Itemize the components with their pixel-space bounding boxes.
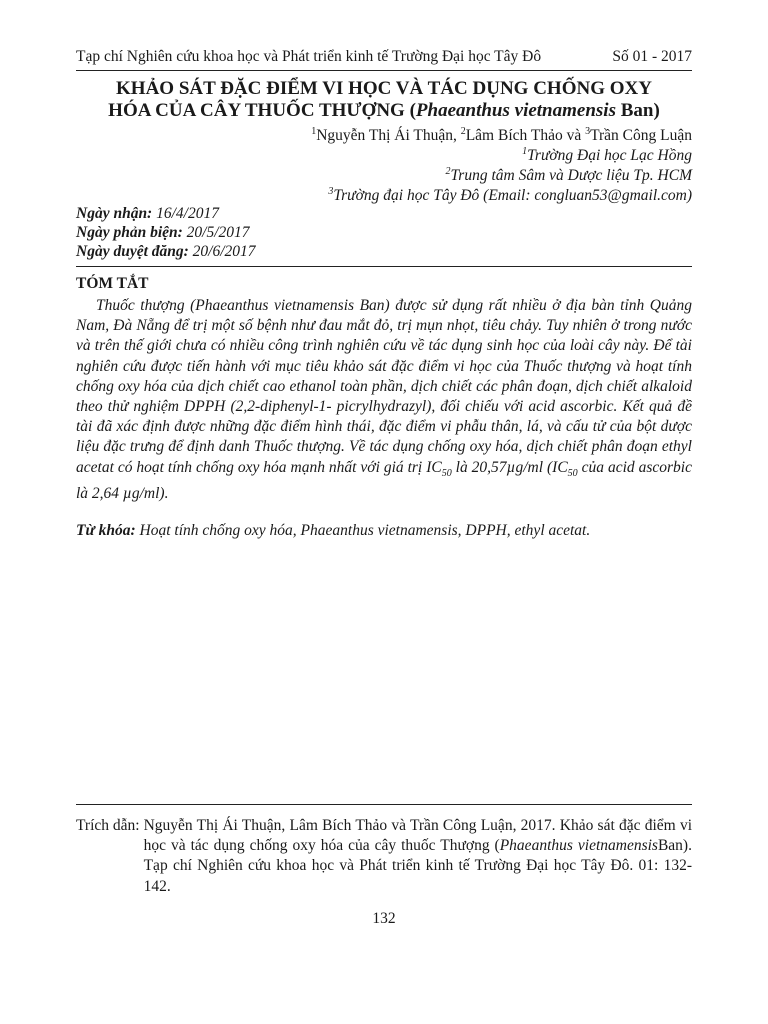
- date-received: [76, 204, 256, 223]
- abstract-subscript-2: 50: [567, 467, 578, 479]
- article-dates: [76, 204, 256, 261]
- author-1: Nguyễn Thị Ái Thuận,: [316, 127, 461, 144]
- date-received-value: 16/4/2017: [152, 205, 219, 222]
- issue-number: Số 01 - 2017: [612, 48, 692, 65]
- journal-name: Tạp chí Nghiên cứu khoa học và Phát triển kinh tế Trường Đại học Tây Đô: [76, 48, 542, 65]
- title-line-2-prefix: HÓA CỦA CÂY THUỐC THƯỢNG (: [108, 100, 416, 121]
- author-3-marker: 3: [585, 125, 591, 137]
- date-accepted-label: Ngày duyệt đăng:: [76, 243, 189, 260]
- keywords: [76, 522, 692, 540]
- abstract-heading: TÓM TẮT: [76, 275, 149, 292]
- title-line-1: KHẢO SÁT ĐẶC ĐIỂM VI HỌC VÀ TÁC DỤNG CHỐNG OXY: [116, 78, 652, 99]
- author-block: [311, 126, 692, 206]
- date-reviewed-label: Ngày phản biện:: [76, 224, 183, 241]
- keywords-text: Hoạt tính chống oxy hóa, Phaeanthus vietnamensis, DPPH, ethyl acetat.: [135, 522, 591, 539]
- date-reviewed: [76, 223, 256, 242]
- section-divider: [76, 266, 692, 267]
- affiliation-3-text: Trường đại học Tây Đô (Email: congluan53@gmail.com): [333, 187, 692, 204]
- title-line-2-suffix: Ban): [615, 100, 660, 121]
- affiliation-2: [311, 166, 692, 186]
- abstract-text-3: của acid ascorbic là 2,64 µg/ml).: [76, 458, 692, 502]
- citation-label: Trích dẫn:: [76, 817, 140, 834]
- author-names: [311, 126, 692, 146]
- citation-text: [144, 816, 692, 897]
- abstract-body: [76, 296, 692, 504]
- affiliation-3: [311, 186, 692, 206]
- page-number: 132: [372, 910, 396, 927]
- date-received-label: Ngày nhận:: [76, 205, 153, 222]
- article-title: [60, 78, 708, 122]
- date-accepted: [76, 242, 256, 261]
- citation-text-1: Nguyễn Thị Ái Thuận, Lâm Bích Thảo và Trần Công Luận, 2017. Khảo sát đặc điểm vi học và tác dụng chống oxy hóa của cây thuốc Thượng (: [143, 817, 692, 855]
- abstract-text-2: là 20,57µg/ml (IC: [451, 458, 568, 476]
- citation-block: [76, 816, 692, 897]
- affiliation-2-marker: 2: [445, 165, 451, 177]
- affiliation-2-text: Trung tâm Sâm và Dược liệu Tp. HCM: [450, 167, 692, 184]
- citation-text-2: Ban). Tạp chí Nghiên cứu khoa học và Phát triển kinh tế Trường Đại học Tây Đô. 01: 132-142.: [143, 837, 692, 895]
- abstract-text-1: Thuốc thượng (Phaeanthus vietnamensis Ban) được sử dụng rất nhiều ở địa bàn tỉnh Quảng Nam, Đà Nẵng để trị một số bệnh như đau mắt đỏ, trị mụn nhọt, tiêu chảy. Tuy nhiên ở trong nước và trên thế giới chưa có nhiều công trình nghiên cứu về tác dụng sinh học của loài cây này. Để tài nghiên cứu được tiến hành với mục tiêu khảo sát đặc điểm vi học của Thuốc thượng và hoạt tính chống oxy hóa của dịch chiết cao ethanol toàn phần, dịch chiết các phân đoạn, dịch chiết alkaloid theo thử nghiệm DPPH (2,2-diphenyl-1- picrylhydrazyl), đối chiếu với acid ascorbic. Kết quả đề tài đã xác định được những đặc điểm hình thái, đặc điểm vi phẫu thân, lá, và cấu tử của bột dược liệu đặc trưng để định danh Thuốc thượng. Về tác dụng chống oxy hóa, dịch chiết phân đoạn ethyl acetat có hoạt tính chống oxy hóa mạnh nhất với giá trị IC: [76, 297, 692, 476]
- author-3: Trần Công Luận: [590, 127, 692, 144]
- affiliation-1: [311, 146, 692, 166]
- author-2: Lâm Bích Thảo và: [465, 127, 586, 144]
- author-1-marker: 1: [311, 125, 317, 137]
- date-accepted-value: 20/6/2017: [188, 243, 256, 260]
- abstract-subscript-1: 50: [441, 467, 452, 479]
- title-species-name: Phaeanthus vietnamensis: [415, 100, 616, 121]
- keywords-label: Từ khóa:: [76, 522, 136, 539]
- date-reviewed-value: 20/5/2017: [182, 224, 250, 241]
- running-header: [76, 48, 692, 71]
- citation-species-name: Phaeanthus vietnamensis: [499, 837, 658, 855]
- footnote-divider: [76, 804, 692, 805]
- affiliation-1-text: Trường Đại học Lạc Hồng: [527, 147, 692, 164]
- title-line-2: [60, 100, 708, 122]
- affiliation-3-marker: 3: [328, 185, 334, 197]
- affiliation-1-marker: 1: [522, 145, 528, 157]
- author-2-marker: 2: [460, 125, 466, 137]
